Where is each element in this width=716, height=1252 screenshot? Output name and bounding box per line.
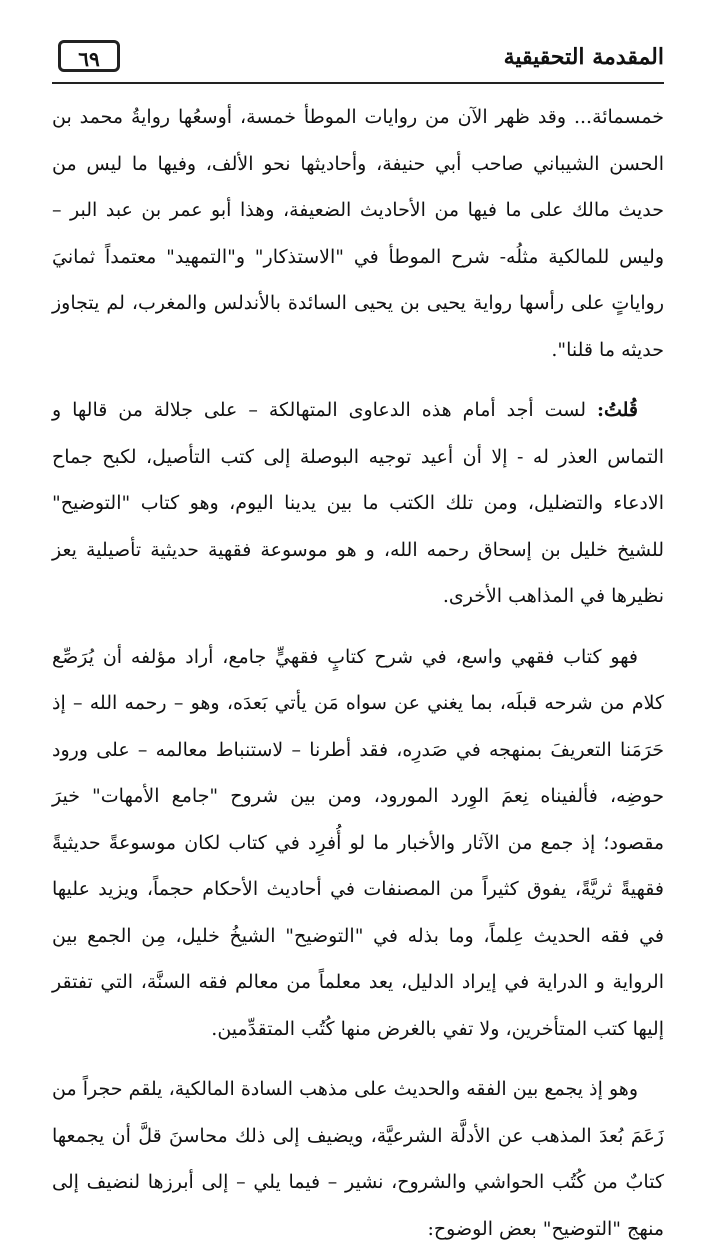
paragraph-4-text: وهو إذ يجمع بين الفقه والحديث على مذهب السادة المالكية، يلقم حجراً من زَعَمَ بُعدَ المذهب عن الأدلَّة الشرعيَّة، ويضيف إلى ذلك محاسنَ قلَّ أن يجمعها كتابٌ من كُتُب الحواشي والشروح، نشير – فيما يلي – إلى أبرزها لنضيف إلى منهج "التوضيح" بعض الوضوح: [52, 1078, 664, 1240]
paragraph-2-lead: قُلتُ: [596, 399, 638, 421]
paragraph-3-text: فهو كتاب فقهي واسع، في شرح كتابٍ فقهيٍّ جامع، أراد مؤلفه أن يُرَصِّع كلام من شرحه قبلَه، بما يغني عن سواه مَن يأتي بَعدَه، وهو – رحمه الله – إذ حَرَمَنا التعريفَ بمنهجه في صَدرِه، فقد أطرنا – لاستنباط معالمه – على ورود حوضِه، فألفيناه نِعمَ الوِرد المورود، ومن بين شروح "جامع الأمهات" خيرَ مقصود؛ إذ جمع من الآثار والأخبار ما لو أُفرِد في كتاب لكان موسوعةً حديثيةً فقهيةً ثريَّةً، يفوق كثيراً من المصنفات في أحاديث الأحكام حجماً، ويزيد عليها في فقه الحديث عِلماً، وما بذله في "التوضيح" الشيخُ خليل، مِن الجمع بين الرواية و الدراية في إيراد الدليل، يعد معلماً من معالم فقه السنَّة، التي تفتقر إليها كتب المتأخرين، ولا تفي بالغرض منها كُتُب المتقدِّمين. [52, 645, 664, 1040]
paragraph-3 [52, 634, 664, 1053]
document-page [52, 38, 664, 1240]
paragraph-2-text: لست أجد أمام هذه الدعاوى المتهالكة – على جلالة من قالها و التماس العذر له - إلا أن أعيد توجيه البوصلة إلى كتب التأصيل، لكبح جماح الادعاء والتضليل، ومن تلك الكتب ما بين يدينا اليوم، وهو كتاب "التوضيح" للشيخ خليل بن إسحاق رحمه الله، و هو موسوعة فقهية حديثية تأصيلية يعز نظيرها في المذاهب الأخرى. [52, 399, 664, 607]
page-number-box: ٦٩ [58, 40, 120, 72]
paragraph-1-text: خمسمائة... وقد ظهر الآن من روايات الموطأ خمسة، أوسعُها روايةُ محمد بن الحسن الشيباني صاحب أبي حنيفة، وأحاديثها نحو الألف، وفيها ما ليس من حديث مالك على ما فيها من الأحاديث الضعيفة، وهذا أبو عمر بن عبد البر – وليس للمالكية مثلُه- شرح الموطأ في "الاستذكار" و"التمهيد" معتمداً ثمانيَ رواياتٍ على رأسها رواية يحيى بن يحيى السائدة بالأندلس والمغرب، لم يتجاوز حديثه ما قلنا". [52, 106, 664, 361]
paragraph-1 [52, 94, 664, 373]
page-header [52, 38, 664, 84]
body-text [52, 94, 664, 1252]
running-title: المقدمة التحقيقية [503, 44, 664, 70]
paragraph-4 [52, 1066, 664, 1252]
paragraph-2 [52, 387, 664, 620]
